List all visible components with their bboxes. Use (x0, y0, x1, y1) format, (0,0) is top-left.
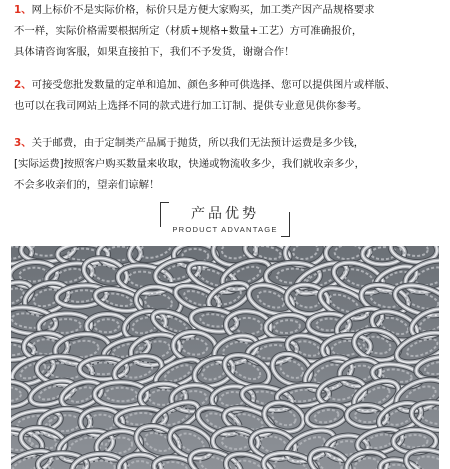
notice-number: 1、 (14, 4, 32, 16)
notice-line: 也可以在我司网站上选择不同的款式进行加工订制、提供专业意见供你参考。 (14, 100, 368, 112)
notice-item-3 (14, 133, 442, 196)
section-heading (160, 198, 290, 242)
notice-number: 3、 (14, 137, 32, 149)
metallic-coil-photo (11, 246, 439, 469)
notice-number: 2、 (14, 79, 32, 91)
notice-line: [实际运费]按照客户购买数量来收取，快递或物流收多少，我们就收亲多少， (14, 158, 365, 170)
notice-line: 3、关于邮费，由于定制类产品属于抛货，所以我们无法预计运费是多少钱， (14, 137, 365, 149)
notice-line: 2、可接受您批发数量的定单和追加、颜色多种可供选择、您可以提供图片或样版、 (14, 79, 396, 91)
notice-line: 不一样，实际价格需要根据所定（材质+规格+数量+工艺）方可准确报价， (14, 25, 363, 37)
section-title: 产品优势 (191, 206, 259, 222)
notice-item-1 (14, 0, 442, 63)
product-photo (11, 246, 439, 469)
notice-line: 不会多收亲们的，望亲们谅解！ (14, 179, 160, 191)
notice-line: 1、网上标价不是实际价格，标价只是方便大家购买，加工类产因产品规格要求 (14, 4, 375, 16)
section-subtitle: PRODUCT ADVANTAGE (172, 225, 278, 234)
notice-item-2 (14, 75, 442, 117)
notice-line: 具体请咨询客服，如果直接拍下，我们不予发货，谢谢合作！ (14, 46, 295, 58)
